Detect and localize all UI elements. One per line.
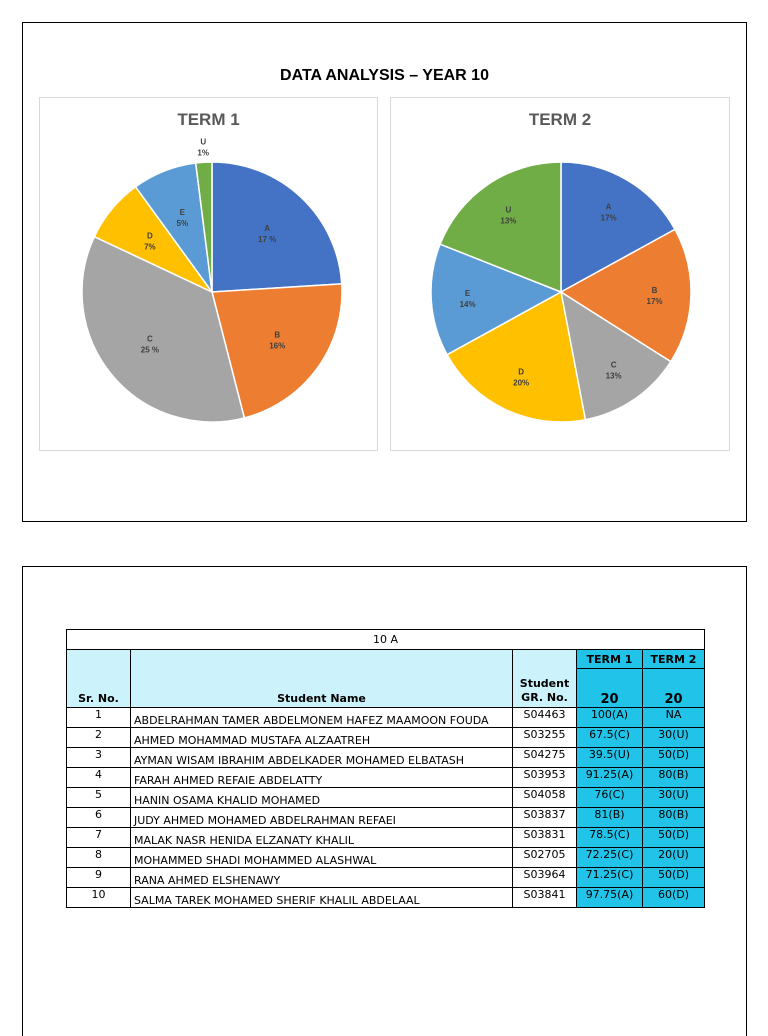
table-row: [67, 808, 705, 828]
slice-name-term1-u: U: [200, 137, 207, 147]
pie-slice-term1-a: [212, 162, 342, 292]
chart-title-term1: TERM 1: [177, 110, 240, 129]
cell-sr-no: 7: [67, 828, 131, 848]
slice-name-term2-a: A: [605, 202, 612, 212]
slice-name-term2-u: U: [505, 205, 512, 215]
slice-percent-term1-b: 16%: [269, 341, 286, 351]
table-body: [67, 708, 705, 908]
cell-gr-no: S03831: [513, 828, 577, 848]
slice-percent-term1-d: 7%: [144, 242, 156, 252]
cell-term1-score: 76(C): [577, 788, 643, 808]
table-row: [67, 748, 705, 768]
slice-percent-term1-a: 17 %: [258, 235, 277, 245]
header-student-gr: [513, 650, 577, 708]
cell-gr-no: S04463: [513, 708, 577, 728]
cell-term1-score: 97.75(A): [577, 888, 643, 908]
cell-sr-no: 9: [67, 868, 131, 888]
cell-student-name: AYMAN WISAM IBRAHIM ABDELKADER MOHAMED ELBATASH: [131, 748, 513, 768]
slice-percent-term2-d: 20%: [513, 378, 530, 388]
header-student-gr-line1: Student: [519, 677, 570, 690]
class-name: 10 A: [67, 630, 705, 650]
slice-name-term1-b: B: [274, 330, 281, 340]
pie-chart-term1: [40, 98, 377, 450]
table-section: [22, 566, 747, 1036]
cell-gr-no: S03841: [513, 888, 577, 908]
cell-term2-score: 50(D): [643, 828, 705, 848]
cell-term1-score: 78.5(C): [577, 828, 643, 848]
cell-gr-no: S04058: [513, 788, 577, 808]
table-row: [67, 848, 705, 868]
header-term2-max: 20: [643, 669, 705, 708]
table-row: [67, 888, 705, 908]
header-sr-no: Sr. No.: [67, 650, 131, 708]
slice-name-term2-d: D: [518, 367, 525, 377]
cell-gr-no: S02705: [513, 848, 577, 868]
slice-percent-term2-b: 17%: [646, 296, 663, 306]
cell-student-name: AHMED MOHAMMAD MUSTAFA ALZAATREH: [131, 728, 513, 748]
chart-section: [22, 22, 747, 522]
header-term1-max: 20: [577, 669, 643, 708]
cell-sr-no: 6: [67, 808, 131, 828]
cell-term2-score: 80(B): [643, 768, 705, 788]
slice-percent-term2-c: 13%: [605, 371, 622, 381]
cell-student-name: MOHAMMED SHADI MOHAMMED ALASHWAL: [131, 848, 513, 868]
cell-term2-score: 60(D): [643, 888, 705, 908]
table-row: [67, 708, 705, 728]
table-row: [67, 788, 705, 808]
cell-term2-score: 20(U): [643, 848, 705, 868]
slice-name-term1-d: D: [147, 231, 153, 241]
cell-term1-score: 100(A): [577, 708, 643, 728]
cell-student-name: ABDELRAHMAN TAMER ABDELMONEM HAFEZ MAAMOON FOUDA: [131, 708, 513, 728]
cell-gr-no: S03953: [513, 768, 577, 788]
cell-student-name: RANA AHMED ELSHENAWY: [131, 868, 513, 888]
table-row: [67, 828, 705, 848]
page-title: DATA ANALYSIS – YEAR 10: [280, 67, 489, 84]
cell-term1-score: 72.25(C): [577, 848, 643, 868]
cell-gr-no: S03837: [513, 808, 577, 828]
chart-title-term2: TERM 2: [528, 110, 592, 129]
pie-chart-term1-panel: [39, 97, 378, 451]
pie-chart-term2-panel: [390, 97, 730, 451]
cell-sr-no: 3: [67, 748, 131, 768]
table-row: [67, 768, 705, 788]
header-student-gr-line2: GR. No.: [521, 691, 568, 704]
header-student-name: Student Name: [131, 650, 513, 708]
slice-name-term2-c: C: [610, 360, 617, 370]
cell-student-name: FARAH AHMED REFAIE ABDELATTY: [131, 768, 513, 788]
slice-name-term1-a: A: [264, 224, 271, 234]
cell-term2-score: NA: [643, 708, 705, 728]
cell-term2-score: 80(B): [643, 808, 705, 828]
cell-sr-no: 2: [67, 728, 131, 748]
cell-term1-score: 71.25(C): [577, 868, 643, 888]
cell-term1-score: 67.5(C): [577, 728, 643, 748]
pie-chart-term2: [391, 98, 729, 450]
slice-percent-term1-u: 1%: [197, 148, 209, 158]
table-row: [67, 728, 705, 748]
cell-student-name: JUDY AHMED MOHAMED ABDELRAHMAN REFAEI: [131, 808, 513, 828]
slice-name-term2-e: E: [464, 288, 471, 298]
cell-term2-score: 50(D): [643, 868, 705, 888]
class-row: [67, 630, 705, 650]
cell-student-name: MALAK NASR HENIDA ELZANATY KHALIL: [131, 828, 513, 848]
slice-name-term2-b: B: [651, 285, 658, 295]
cell-student-name: HANIN OSAMA KHALID MOHAMED: [131, 788, 513, 808]
slice-percent-term2-u: 13%: [500, 216, 517, 226]
cell-term2-score: 30(U): [643, 728, 705, 748]
header-term1: TERM 1: [577, 650, 643, 669]
cell-term1-score: 39.5(U): [577, 748, 643, 768]
cell-sr-no: 5: [67, 788, 131, 808]
cell-sr-no: 4: [67, 768, 131, 788]
header-row-1: [67, 650, 705, 669]
cell-sr-no: 10: [67, 888, 131, 908]
results-table: [66, 629, 705, 908]
cell-sr-no: 1: [67, 708, 131, 728]
table-row: [67, 868, 705, 888]
cell-sr-no: 8: [67, 848, 131, 868]
cell-term2-score: 30(U): [643, 788, 705, 808]
slice-percent-term2-e: 14%: [459, 299, 476, 309]
cell-gr-no: S04275: [513, 748, 577, 768]
slice-percent-term2-a: 17%: [600, 213, 617, 223]
cell-gr-no: S03964: [513, 868, 577, 888]
cell-term2-score: 50(D): [643, 748, 705, 768]
slice-name-term1-c: C: [147, 334, 153, 344]
cell-student-name: SALMA TAREK MOHAMED SHERIF KHALIL ABDELAAL: [131, 888, 513, 908]
slice-name-term1-e: E: [179, 208, 186, 218]
slice-percent-term1-e: 5%: [176, 219, 189, 229]
slice-percent-term1-c: 25 %: [140, 345, 160, 355]
cell-term1-score: 91.25(A): [577, 768, 643, 788]
cell-gr-no: S03255: [513, 728, 577, 748]
header-term2: TERM 2: [643, 650, 705, 669]
cell-term1-score: 81(B): [577, 808, 643, 828]
